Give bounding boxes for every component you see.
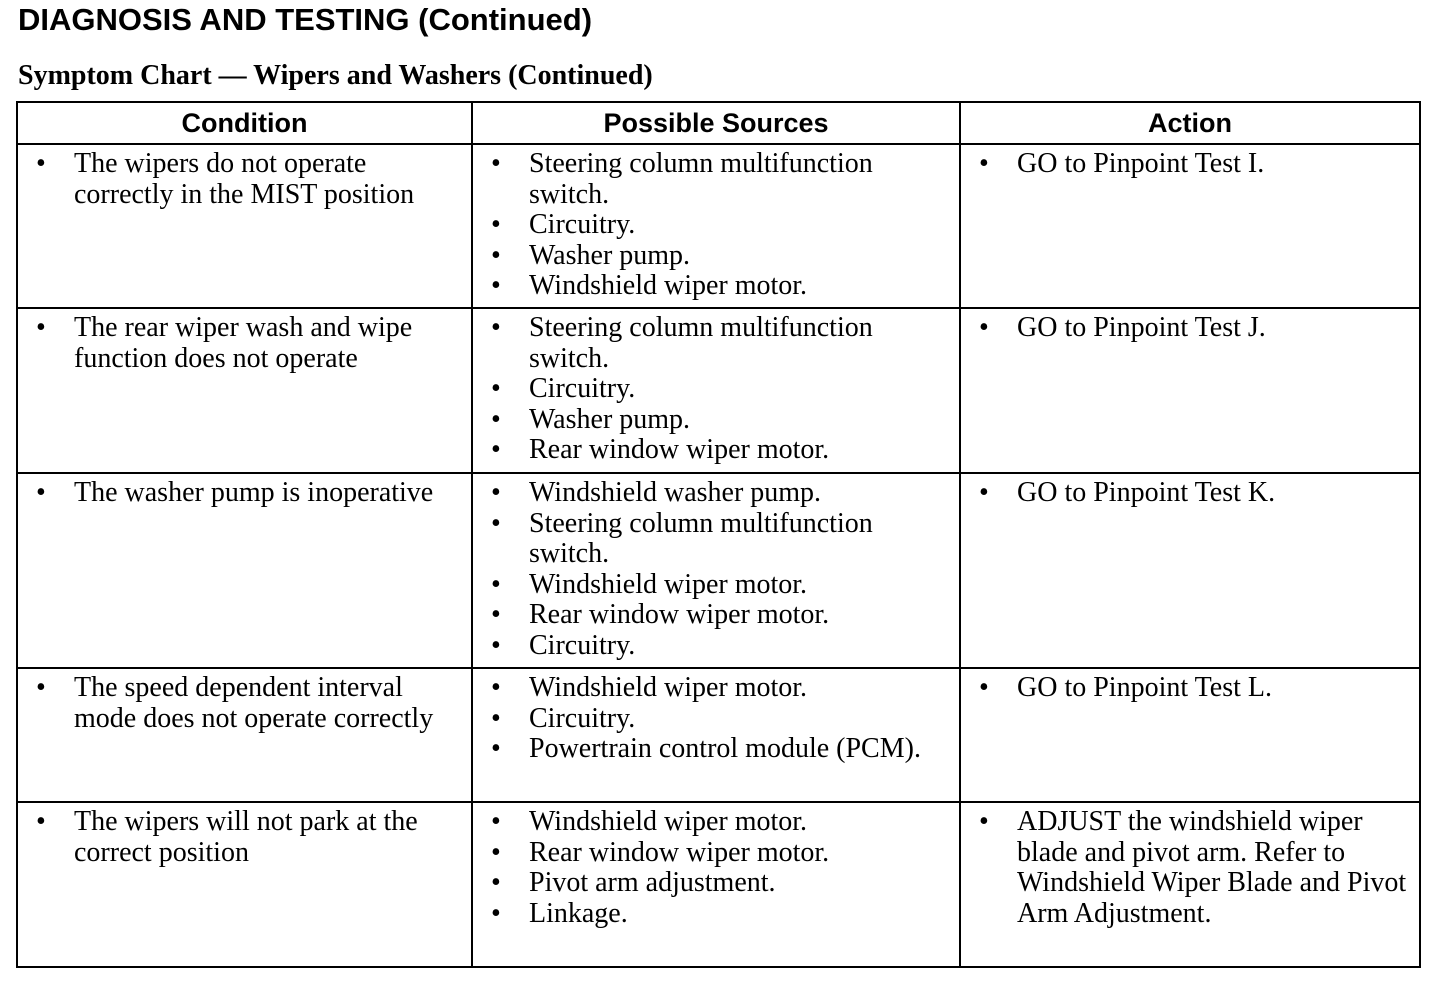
list-item (483, 509, 951, 570)
source-text: Circuitry. (529, 209, 636, 240)
bullet-icon: • (36, 672, 46, 703)
bullet-icon: • (491, 599, 501, 630)
bullet-icon: • (491, 434, 501, 465)
sources-cell (472, 473, 960, 668)
action-text: GO to Pinpoint Test L. (1017, 672, 1272, 703)
bullet-icon: • (491, 733, 501, 764)
list-item (483, 807, 951, 838)
bullet-icon: • (979, 806, 989, 837)
source-text: Circuitry. (529, 702, 636, 734)
bullet-icon: • (491, 403, 501, 435)
list-item (483, 673, 951, 704)
sources-cell (472, 802, 960, 967)
action-cell (960, 308, 1420, 473)
condition-cell (17, 144, 472, 308)
bullet-icon: • (36, 477, 46, 508)
bullet-icon: • (491, 702, 501, 734)
bullet-icon: • (491, 209, 501, 240)
list-item (971, 807, 1411, 929)
condition-list (28, 478, 463, 509)
condition-list (28, 807, 463, 868)
condition-text: The speed dependent interval mode does not operate correctly (74, 672, 434, 734)
action-list (971, 478, 1411, 509)
column-header-possible-sources: Possible Sources (472, 102, 960, 144)
bullet-icon: • (491, 312, 501, 343)
list-item (483, 149, 951, 210)
list-item (28, 313, 463, 374)
source-text: Windshield wiper motor. (529, 806, 808, 837)
bullet-icon: • (491, 672, 501, 703)
source-text: Pivot arm adjustment. (529, 867, 776, 898)
source-text: Steering column multifunction switch. (529, 507, 873, 569)
sources-list (483, 478, 951, 661)
list-item (483, 405, 951, 436)
bullet-icon: • (979, 312, 989, 343)
list-item (483, 734, 951, 765)
condition-text: The washer pump is inoperative (74, 477, 434, 508)
list-item (483, 313, 951, 374)
sources-list (483, 313, 951, 466)
list-item (971, 149, 1411, 180)
bullet-icon: • (491, 629, 501, 661)
bullet-icon: • (979, 672, 989, 703)
column-header-condition: Condition (17, 102, 472, 144)
source-text: Rear window wiper motor. (529, 836, 830, 868)
source-text: Windshield wiper motor. (529, 672, 808, 703)
list-item (28, 807, 463, 868)
action-text: GO to Pinpoint Test I. (1017, 148, 1265, 179)
table-row (17, 308, 1420, 473)
list-item (971, 313, 1411, 344)
list-item (483, 868, 951, 899)
source-text: Powertrain control module (PCM). (529, 733, 921, 764)
condition-cell (17, 802, 472, 967)
table-row (17, 802, 1420, 967)
bullet-icon: • (979, 148, 989, 179)
bullet-icon: • (36, 806, 46, 837)
action-text: ADJUST the windshield wiper blade and pivot arm. Refer to Windshield Wiper Blade and Pivot Arm Adjustment. (1017, 806, 1407, 929)
list-item (483, 374, 951, 405)
bullet-icon: • (491, 836, 501, 868)
bullet-icon: • (491, 477, 501, 508)
source-text: Windshield wiper motor. (529, 568, 808, 600)
symptom-chart-table (16, 101, 1421, 968)
sources-list (483, 673, 951, 765)
list-item (483, 478, 951, 509)
bullet-icon: • (491, 270, 501, 301)
action-cell (960, 668, 1420, 802)
bullet-icon: • (491, 867, 501, 898)
action-list (971, 807, 1411, 929)
list-item (28, 478, 463, 509)
bullet-icon: • (491, 148, 501, 179)
list-item (483, 838, 951, 869)
action-cell (960, 144, 1420, 308)
bullet-icon: • (491, 507, 501, 539)
section-title: DIAGNOSIS AND TESTING (Continued) (18, 2, 593, 37)
bullet-icon: • (491, 239, 501, 271)
source-text: Steering column multifunction switch. (529, 312, 873, 374)
list-item (483, 241, 951, 272)
list-item (483, 210, 951, 241)
condition-list (28, 673, 463, 734)
list-item (483, 704, 951, 735)
action-cell (960, 802, 1420, 967)
condition-cell (17, 668, 472, 802)
condition-text: The wipers do not operate correctly in the MIST position (74, 148, 415, 210)
list-item (483, 899, 951, 930)
bullet-icon: • (491, 568, 501, 600)
sources-cell (472, 308, 960, 473)
bullet-icon: • (491, 897, 501, 929)
source-text: Circuitry. (529, 629, 636, 661)
chart-title: Symptom Chart — Wipers and Washers (Continued) (18, 60, 653, 91)
table-header-row (17, 102, 1420, 144)
table-row (17, 668, 1420, 802)
list-item (28, 673, 463, 734)
action-list (971, 149, 1411, 180)
list-item (483, 570, 951, 601)
source-text: Steering column multifunction switch. (529, 148, 873, 210)
sources-list (483, 807, 951, 929)
source-text: Rear window wiper motor. (529, 434, 830, 465)
action-text: GO to Pinpoint Test K. (1017, 477, 1276, 508)
source-text: Windshield wiper motor. (529, 270, 808, 301)
list-item (483, 600, 951, 631)
condition-text: The rear wiper wash and wipe function does not operate (74, 312, 413, 374)
sources-cell (472, 668, 960, 802)
condition-text: The wipers will not park at the correct position (74, 806, 418, 868)
source-text: Rear window wiper motor. (529, 599, 830, 630)
source-text: Linkage. (529, 897, 628, 929)
list-item (483, 435, 951, 466)
sources-list (483, 149, 951, 302)
source-text: Windshield washer pump. (529, 477, 822, 508)
list-item (971, 673, 1411, 704)
bullet-icon: • (36, 148, 46, 179)
source-text: Circuitry. (529, 373, 636, 404)
bullet-icon: • (491, 806, 501, 837)
condition-cell (17, 308, 472, 473)
source-text: Washer pump. (529, 239, 691, 271)
list-item (971, 478, 1411, 509)
condition-cell (17, 473, 472, 668)
table-row (17, 473, 1420, 668)
condition-list (28, 313, 463, 374)
table-row (17, 144, 1420, 308)
column-header-action: Action (960, 102, 1420, 144)
bullet-icon: • (36, 312, 46, 343)
condition-list (28, 149, 463, 210)
action-list (971, 313, 1411, 344)
sources-cell (472, 144, 960, 308)
action-list (971, 673, 1411, 704)
bullet-icon: • (491, 373, 501, 404)
source-text: Washer pump. (529, 403, 691, 435)
action-text: GO to Pinpoint Test J. (1017, 312, 1266, 343)
action-cell (960, 473, 1420, 668)
list-item (483, 271, 951, 302)
list-item (28, 149, 463, 210)
bullet-icon: • (979, 477, 989, 508)
list-item (483, 631, 951, 662)
